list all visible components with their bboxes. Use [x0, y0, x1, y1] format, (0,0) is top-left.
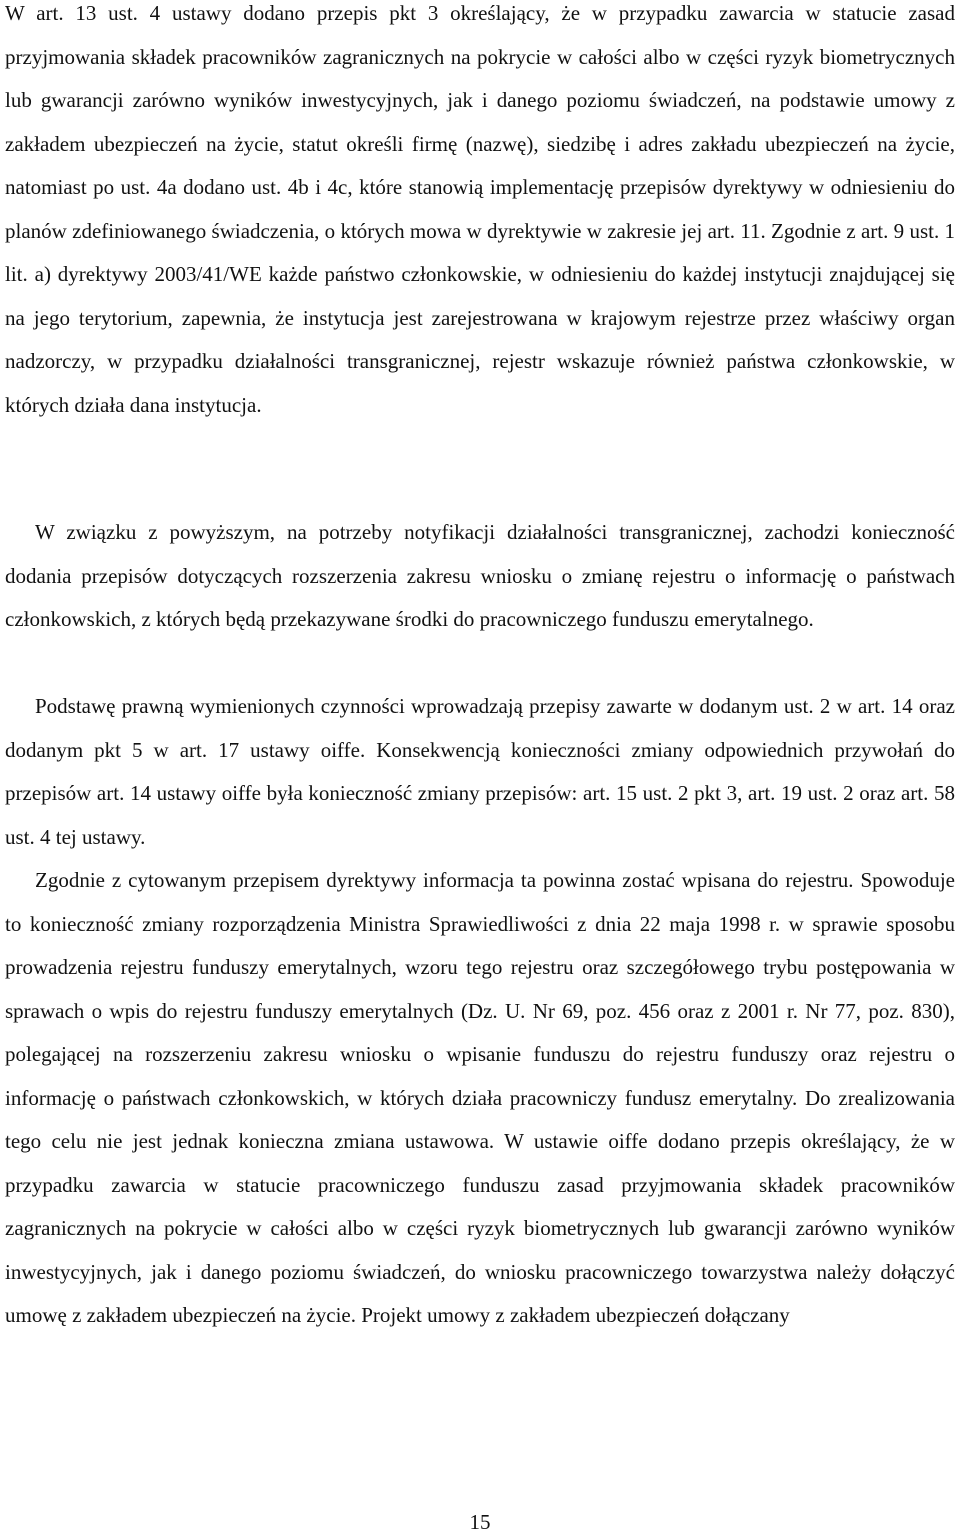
paragraph-2: W związku z powyższym, na potrzeby notyfikacji działalności transgranicznej, zachodzi konieczność dodania przepisów dotyczących rozszerzenia zakresu wniosku o zmianę rejestru o informację o państwach członkowskich, z których będą przekazywane środki do pracowniczego funduszu emerytalnego.: [5, 520, 955, 631]
paragraph-1: W art. 13 ust. 4 ustawy dodano przepis pkt 3 określający, że w przypadku zawarcia w statucie zasad przyjmowania składek pracowników zagranicznych na pokrycie w całości albo w części ryzyk biometrycznych lub gwarancji zarówno wyników inwestycyjnych, jak i danego poziomu świadczeń, na podstawie umowy z zakładem ubezpieczeń na życie, statut określi firmę (nazwę), siedzibę i adres zakładu ubezpieczeń na życie, natomiast po ust. 4a dodano ust. 4b i 4c, które stanowią implementację przepisów dyrektywy w odniesieniu do planów zdefiniowanego świadczenia, o których mowa w dyrektywie w zakresie jej art. 11. Zgodnie z art. 9 ust. 1 lit. a) dyrektywy 2003/41/WE każde państwo członkowskie, w odniesieniu do każdej instytucji znajdującej się na jego terytorium, zapewnia, że instytucja jest zarejestrowana w krajowym rejestrze przez właściwy organ nadzorczy, w przypadku działalności transgranicznej, rejestr wskazuje również państwa członkowskie, w których działa dana instytucja.: [5, 1, 955, 417]
paragraph-3: Podstawę prawną wymienionych czynności wprowadzają przepisy zawarte w dodanym ust. 2 w art. 14 oraz dodanym pkt 5 w art. 17 ustawy oiffe. Konsekwencją konieczności zmiany odpowiednich przywołań do przepisów art. 14 ustawy oiffe była konieczność zmiany przepisów: art. 15 ust. 2 pkt 3, art. 19 ust. 2 oraz art. 58 ust. 4 tej ustawy.: [5, 694, 955, 849]
page-number: 15: [469, 1510, 491, 1534]
paragraph-4: Zgodnie z cytowanym przepisem dyrektywy informacja ta powinna zostać wpisana do rejestru. Spowoduje to konieczność zmiany rozporządzenia Ministra Sprawiedliwości z dnia 22 maja 1998 r. w sprawie sposobu prowadzenia rejestru funduszy emerytalnych, wzoru tego rejestru oraz szczegółowego trybu postępowania w sprawach o wpis do rejestru funduszy emerytalnych (Dz. U. Nr 69, poz. 456 oraz z 2001 r. Nr 77, poz. 830), polegającej na rozszerzeniu zakresu wniosku o wpisanie funduszu do rejestru funduszy oraz rejestru o informację o państwach członkowskich, w których działa pracowniczy fundusz emerytalny. Do zrealizowania tego celu nie jest jednak konieczna zmiana ustawowa. W ustawie oiffe dodano przepis określający, że w przypadku zawarcia w statucie pracowniczego funduszu zasad przyjmowania składek pracowników zagranicznych na pokrycie w całości albo w części ryzyk biometrycznych lub gwarancji zarówno wyników inwestycyjnych, jak i danego poziomu świadczeń, do wniosku pracowniczego towarzystwa należy dołączyć umowę z zakładem ubezpieczeń na życie. Projekt umowy z zakładem ubezpieczeń dołączany: [5, 868, 955, 1327]
